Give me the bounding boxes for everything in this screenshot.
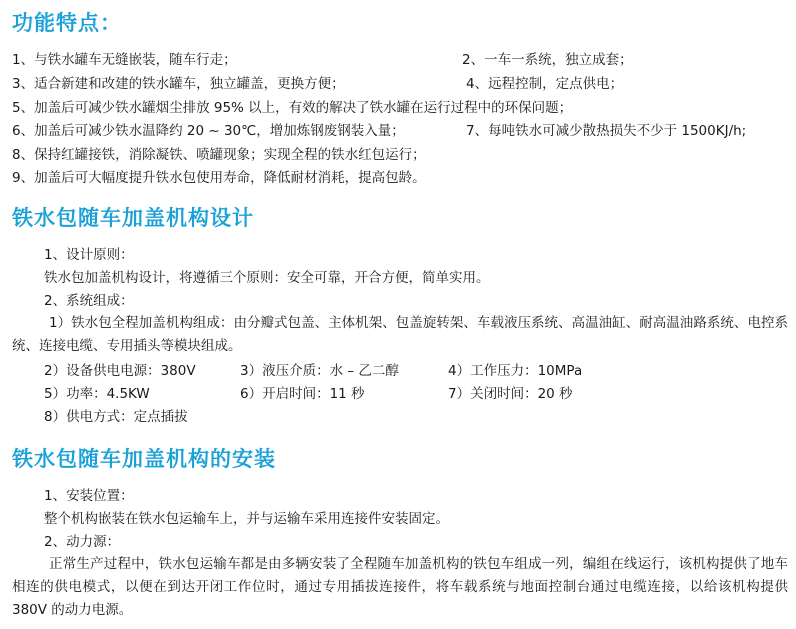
spec-power: 5）功率：4.5KW bbox=[44, 386, 150, 402]
section-title-features: 功能特点： bbox=[12, 11, 122, 35]
spec-hydraulic-medium: 3）液压介质：水 – 乙二醇 bbox=[240, 363, 399, 379]
feature-item-3: 3、适合新建和改建的铁水罐车，独立罐盖，更换方便； bbox=[12, 76, 345, 92]
power-source-text: 正常生产过程中，铁水包运输车都是由多辆安装了全程随车加盖机构的铁包车组成一列，编组在线运行，该机构提供了地车相连的供电模式，以便在到达开闭工作位时，通过专用插拔连接件，将车载系统与地面控制台通过电缆连接，以给该机构提供 380V 的动力电源。 bbox=[12, 556, 788, 618]
feature-item-5: 5、加盖后可减少铁水罐烟尘排放 95% 以上，有效的解决了铁水罐在运行过程中的环保问题； bbox=[12, 100, 573, 116]
spec-power-supply: 2）设备供电电源：380V bbox=[44, 363, 196, 379]
spec-open-time: 6）开启时间：11 秒 bbox=[240, 386, 365, 402]
feature-item-8: 8、保持红罐接铁，消除凝铁、喷罐现象；实现全程的铁水红包运行； bbox=[12, 147, 426, 163]
feature-item-2: 2、一车一系统，独立成套； bbox=[462, 52, 633, 68]
design-principle-text: 铁水包加盖机构设计，将遵循三个原则：安全可靠，开合方便，简单实用。 bbox=[44, 270, 490, 286]
feature-item-9: 9、加盖后可大幅度提升铁水包使用寿命，降低耐材消耗，提高包龄。 bbox=[12, 170, 426, 186]
spec-supply-mode: 8）供电方式：定点插拔 bbox=[44, 409, 188, 425]
feature-item-4: 4、远程控制，定点供电； bbox=[466, 76, 624, 92]
section-title-installation: 铁水包随车加盖机构的安装 bbox=[12, 447, 276, 471]
feature-item-6: 6、加盖后可减少铁水温降约 20 ~ 30℃，增加炼钢废钢装入量； bbox=[12, 123, 405, 139]
feature-item-7: 7、每吨铁水可减少散热损失不少于 1500KJ/h; bbox=[466, 123, 747, 139]
feature-item-1: 1、与铁水罐车无缝嵌装，随车行走； bbox=[12, 52, 237, 68]
spec-working-pressure: 4）工作压力：10MPa bbox=[448, 363, 583, 379]
spec-close-time: 7）关闭时间：20 秒 bbox=[448, 386, 573, 402]
install-location-text: 整个机构嵌装在铁水包运输车上，并与运输车采用连接件安装固定。 bbox=[44, 511, 449, 527]
system-composition-heading: 2、系统组成： bbox=[44, 293, 134, 309]
design-principle-heading: 1、设计原则： bbox=[44, 247, 134, 263]
install-location-heading: 1、安装位置： bbox=[44, 488, 134, 504]
system-composition-text: 1）铁水包全程加盖机构组成：由分瓣式包盖、主体机架、包盖旋转架、车载液压系统、高温油缸、耐高温油路系统、电控系统、连接电缆、专用插头等模块组成。 bbox=[12, 315, 788, 354]
power-source-heading: 2、动力源： bbox=[44, 534, 121, 550]
section-title-design: 铁水包随车加盖机构设计 bbox=[12, 206, 254, 230]
